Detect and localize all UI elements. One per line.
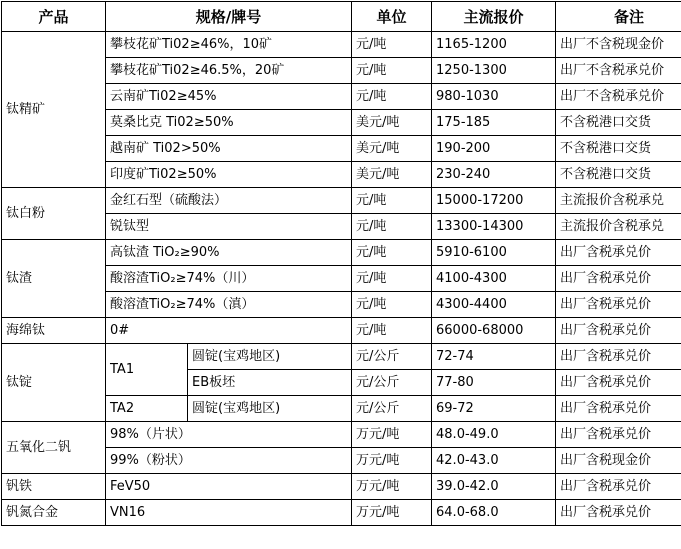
price-cell: 64.0-68.0 bbox=[432, 500, 556, 526]
note-cell: 出厂含税承兑价 bbox=[556, 240, 681, 266]
column-header-price: 主流报价 bbox=[432, 2, 556, 32]
note-cell: 出厂含税承兑价 bbox=[556, 422, 681, 448]
table-row bbox=[2, 500, 681, 526]
spec-cell: 高钛渣 TiO₂≥90% bbox=[106, 240, 352, 266]
table-body bbox=[2, 32, 681, 526]
note-cell: 出厂含税承兑价 bbox=[556, 292, 681, 318]
column-header-product: 产品 bbox=[2, 2, 106, 32]
note-cell: 不含税港口交货 bbox=[556, 136, 681, 162]
unit-cell: 万元/吨 bbox=[352, 474, 432, 500]
product-group-cell: 钒铁 bbox=[2, 474, 106, 500]
spec-cell: 圆锭(宝鸡地区) bbox=[188, 396, 352, 422]
spec-cell: VN16 bbox=[106, 500, 352, 526]
table-row bbox=[2, 344, 681, 370]
note-cell: 不含税港口交货 bbox=[556, 110, 681, 136]
note-cell: 出厂含税承兑价 bbox=[556, 396, 681, 422]
spec-cell: 99%（粉状） bbox=[106, 448, 352, 474]
unit-cell: 元/吨 bbox=[352, 214, 432, 240]
price-cell: 39.0-42.0 bbox=[432, 474, 556, 500]
spec-cell: 98%（片状） bbox=[106, 422, 352, 448]
price-cell: 1165-1200 bbox=[432, 32, 556, 58]
table-row bbox=[2, 32, 681, 58]
unit-cell: 万元/吨 bbox=[352, 500, 432, 526]
table-header-row bbox=[2, 2, 681, 32]
product-group-cell: 钛锭 bbox=[2, 344, 106, 422]
note-cell: 出厂含税承兑价 bbox=[556, 344, 681, 370]
product-group-cell: 海绵钛 bbox=[2, 318, 106, 344]
note-cell: 出厂不含税现金价 bbox=[556, 32, 681, 58]
spec-cell: 攀枝花矿Ti02≥46.5%，20矿 bbox=[106, 58, 352, 84]
spec-cell: 圆锭(宝鸡地区) bbox=[188, 344, 352, 370]
product-group-cell: 钛精矿 bbox=[2, 32, 106, 188]
note-cell: 出厂不含税承兑价 bbox=[556, 58, 681, 84]
unit-cell: 元/吨 bbox=[352, 188, 432, 214]
note-cell: 出厂含税现金价 bbox=[556, 448, 681, 474]
price-table bbox=[1, 1, 681, 526]
spec-cell: 0# bbox=[106, 318, 352, 344]
unit-cell: 万元/吨 bbox=[352, 422, 432, 448]
column-header-spec: 规格/牌号 bbox=[106, 2, 352, 32]
price-cell: 42.0-43.0 bbox=[432, 448, 556, 474]
unit-cell: 元/吨 bbox=[352, 292, 432, 318]
unit-cell: 美元/吨 bbox=[352, 162, 432, 188]
column-header-note: 备注 bbox=[556, 2, 681, 32]
price-cell: 77-80 bbox=[432, 370, 556, 396]
note-cell: 出厂含税承兑价 bbox=[556, 500, 681, 526]
price-cell: 48.0-49.0 bbox=[432, 422, 556, 448]
product-group-cell: 钒氮合金 bbox=[2, 500, 106, 526]
price-cell: 69-72 bbox=[432, 396, 556, 422]
price-cell: 175-185 bbox=[432, 110, 556, 136]
spec-cell: 攀枝花矿Ti02≥46%，10矿 bbox=[106, 32, 352, 58]
note-cell: 出厂含税承兑价 bbox=[556, 266, 681, 292]
grade-cell: TA2 bbox=[106, 396, 188, 422]
price-cell: 980-1030 bbox=[432, 84, 556, 110]
unit-cell: 元/吨 bbox=[352, 58, 432, 84]
unit-cell: 万元/吨 bbox=[352, 448, 432, 474]
price-cell: 15000-17200 bbox=[432, 188, 556, 214]
product-group-cell: 钛白粉 bbox=[2, 188, 106, 240]
grade-cell: TA1 bbox=[106, 344, 188, 396]
product-group-cell: 五氧化二钒 bbox=[2, 422, 106, 474]
table-row bbox=[2, 474, 681, 500]
spec-cell: 越南矿 Ti02>50% bbox=[106, 136, 352, 162]
spec-cell: 锐钛型 bbox=[106, 214, 352, 240]
table-row bbox=[2, 240, 681, 266]
note-cell: 主流报价含税承兑 bbox=[556, 214, 681, 240]
price-cell: 66000-68000 bbox=[432, 318, 556, 344]
product-group-cell: 钛渣 bbox=[2, 240, 106, 318]
unit-cell: 元/吨 bbox=[352, 318, 432, 344]
unit-cell: 元/吨 bbox=[352, 240, 432, 266]
price-cell: 4100-4300 bbox=[432, 266, 556, 292]
spec-cell: 印度矿Ti02≥50% bbox=[106, 162, 352, 188]
price-cell: 230-240 bbox=[432, 162, 556, 188]
note-cell: 出厂不含税承兑价 bbox=[556, 84, 681, 110]
note-cell: 出厂含税承兑价 bbox=[556, 370, 681, 396]
note-cell: 主流报价含税承兑 bbox=[556, 188, 681, 214]
note-cell: 出厂含税承兑价 bbox=[556, 474, 681, 500]
spec-cell: 云南矿Ti02≥45% bbox=[106, 84, 352, 110]
note-cell: 不含税港口交货 bbox=[556, 162, 681, 188]
unit-cell: 元/公斤 bbox=[352, 344, 432, 370]
note-cell: 出厂含税承兑价 bbox=[556, 318, 681, 344]
price-cell: 5910-6100 bbox=[432, 240, 556, 266]
price-cell: 72-74 bbox=[432, 344, 556, 370]
spec-cell: 莫桑比克 Ti02≥50% bbox=[106, 110, 352, 136]
unit-cell: 元/公斤 bbox=[352, 370, 432, 396]
spec-cell: EB板坯 bbox=[188, 370, 352, 396]
unit-cell: 元/公斤 bbox=[352, 396, 432, 422]
unit-cell: 元/吨 bbox=[352, 32, 432, 58]
spec-cell: 酸溶渣TiO₂≥74%（滇） bbox=[106, 292, 352, 318]
table-row bbox=[2, 318, 681, 344]
column-header-unit: 单位 bbox=[352, 2, 432, 32]
unit-cell: 元/吨 bbox=[352, 266, 432, 292]
price-cell: 1250-1300 bbox=[432, 58, 556, 84]
price-cell: 190-200 bbox=[432, 136, 556, 162]
table-row bbox=[2, 422, 681, 448]
spec-cell: 酸溶渣TiO₂≥74%（川） bbox=[106, 266, 352, 292]
table-header bbox=[2, 2, 681, 32]
table-row bbox=[2, 188, 681, 214]
spec-cell: FeV50 bbox=[106, 474, 352, 500]
price-cell: 4300-4400 bbox=[432, 292, 556, 318]
unit-cell: 美元/吨 bbox=[352, 110, 432, 136]
spec-cell: 金红石型（硫酸法） bbox=[106, 188, 352, 214]
unit-cell: 元/吨 bbox=[352, 84, 432, 110]
price-cell: 13300-14300 bbox=[432, 214, 556, 240]
unit-cell: 美元/吨 bbox=[352, 136, 432, 162]
